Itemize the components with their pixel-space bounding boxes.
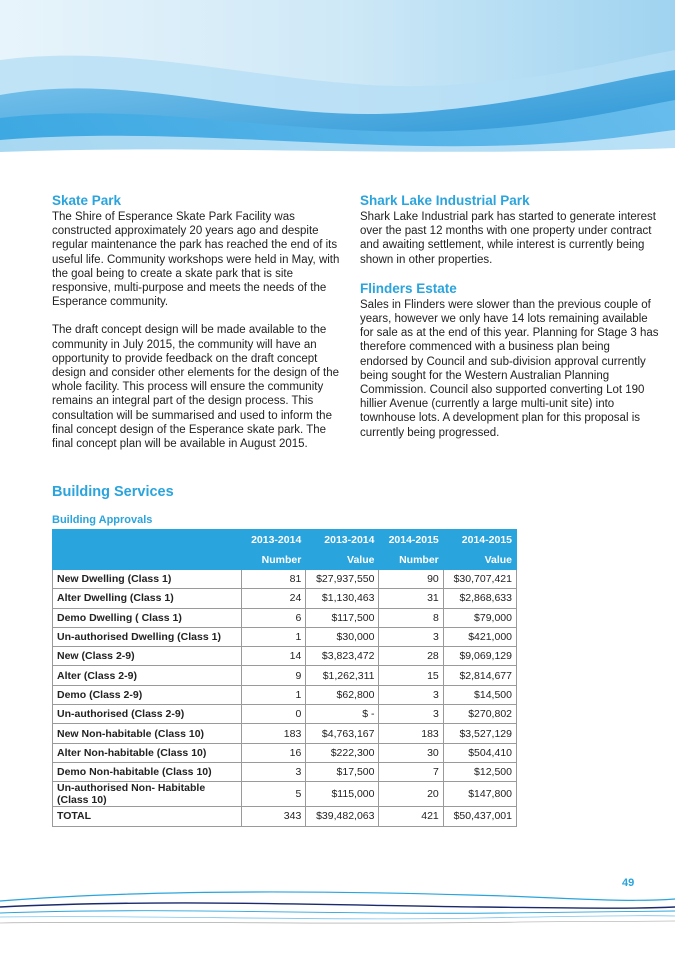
header-cell: Number (242, 550, 306, 570)
value-2014-2015-cell: $14,500 (443, 685, 516, 704)
value-2014-2015-cell: $504,410 (443, 743, 516, 762)
header-cell: Number (379, 550, 443, 570)
number-2014-2015-cell: 90 (379, 570, 443, 589)
table-row (53, 685, 517, 704)
number-2014-2015-cell: 3 (379, 685, 443, 704)
value-2014-2015-cell: $12,500 (443, 762, 516, 781)
number-2013-2014-cell: 1 (242, 627, 306, 646)
table-row (53, 647, 517, 666)
table-row (53, 743, 517, 762)
number-2014-2015-cell: 20 (379, 782, 443, 807)
flinders-heading: Flinders Estate (360, 280, 457, 296)
row-label-cell: Demo Dwelling ( Class 1) (53, 608, 242, 627)
row-label-cell: Demo Non-habitable (Class 10) (53, 762, 242, 781)
row-label-cell: Demo (Class 2-9) (53, 685, 242, 704)
header-cell: 2013-2014 (306, 530, 379, 550)
value-2014-2015-cell: $30,707,421 (443, 570, 516, 589)
number-2013-2014-cell: 24 (242, 589, 306, 608)
number-2014-2015-cell: 3 (379, 627, 443, 646)
header-cell (53, 550, 242, 570)
right-column (360, 193, 660, 440)
header-cell: 2014-2015 (379, 530, 443, 550)
building-approvals-subtitle: Building Approvals (52, 514, 153, 526)
number-2013-2014-cell: 16 (242, 743, 306, 762)
table-row (53, 705, 517, 724)
number-2014-2015-cell: 183 (379, 724, 443, 743)
table-row (53, 807, 517, 826)
value-2013-2014-cell: $222,300 (306, 743, 379, 762)
value-2013-2014-cell: $62,800 (306, 685, 379, 704)
value-2013-2014-cell: $ - (306, 705, 379, 724)
value-2013-2014-cell: $4,763,167 (306, 724, 379, 743)
number-2013-2014-cell: 9 (242, 666, 306, 685)
row-label-cell: New Non-habitable (Class 10) (53, 724, 242, 743)
table-row (53, 782, 517, 807)
number-2014-2015-cell: 7 (379, 762, 443, 781)
number-2014-2015-cell: 30 (379, 743, 443, 762)
number-2013-2014-cell: 6 (242, 608, 306, 627)
value-2013-2014-cell: $117,500 (306, 608, 379, 627)
flinders-section (360, 281, 660, 440)
value-2014-2015-cell: $147,800 (443, 782, 516, 807)
number-2014-2015-cell: 15 (379, 666, 443, 685)
number-2014-2015-cell: 3 (379, 705, 443, 724)
header-cell (53, 530, 242, 550)
value-2013-2014-cell: $115,000 (306, 782, 379, 807)
number-2013-2014-cell: 0 (242, 705, 306, 724)
value-2014-2015-cell: $270,802 (443, 705, 516, 724)
footer-wave-lines (0, 885, 675, 935)
number-2014-2015-cell: 8 (379, 608, 443, 627)
number-2014-2015-cell: 31 (379, 589, 443, 608)
skate-park-section (52, 193, 348, 451)
skate-park-paragraph-1: The Shire of Esperance Skate Park Facility was constructed approximately 20 years ago and despite regular maintenance the park has reached the end of its useful life. Community workshops were held in May, with the goal being to create a skate park that is site responsive, multi-purpose and meets the needs of the Esperance community. (52, 211, 340, 309)
row-label-cell: New Dwelling (Class 1) (53, 570, 242, 589)
value-2013-2014-cell: $39,482,063 (306, 807, 379, 826)
row-label-cell: Un-authorised (Class 2-9) (53, 705, 242, 724)
value-2014-2015-cell: $2,868,633 (443, 589, 516, 608)
number-2014-2015-cell: 28 (379, 647, 443, 666)
table-row (53, 589, 517, 608)
table-body (53, 570, 517, 827)
number-2013-2014-cell: 183 (242, 724, 306, 743)
row-label-cell: Alter Dwelling (Class 1) (53, 589, 242, 608)
number-2013-2014-cell: 81 (242, 570, 306, 589)
value-2013-2014-cell: $1,130,463 (306, 589, 379, 608)
value-2014-2015-cell: $50,437,001 (443, 807, 516, 826)
table-row (53, 666, 517, 685)
number-2013-2014-cell: 14 (242, 647, 306, 666)
value-2014-2015-cell: $79,000 (443, 608, 516, 627)
table-row (53, 627, 517, 646)
number-2013-2014-cell: 3 (242, 762, 306, 781)
skate-park-paragraph-2: The draft concept design will be made available to the community in July 2015, the community will have an opportunity to provide feedback on the draft concept design and consider other elements for the design of the whole facility. This process will ensure the community remains an integral part of the design process. This consultation will be summarised and used to inform the final concept design of the Esperance skate park. The final concept plan will be available in August 2015. (52, 324, 340, 451)
building-approvals-table (52, 529, 517, 827)
value-2013-2014-cell: $3,823,472 (306, 647, 379, 666)
row-label-cell: Un-authorised Dwelling (Class 1) (53, 627, 242, 646)
number-2013-2014-cell: 5 (242, 782, 306, 807)
table-row (53, 608, 517, 627)
value-2014-2015-cell: $421,000 (443, 627, 516, 646)
value-2014-2015-cell: $2,814,677 (443, 666, 516, 685)
skate-park-heading: Skate Park (52, 193, 122, 208)
number-2013-2014-cell: 1 (242, 685, 306, 704)
row-label-cell: New (Class 2-9) (53, 647, 242, 666)
number-2013-2014-cell: 343 (242, 807, 306, 826)
row-label-cell: TOTAL (53, 807, 242, 826)
header-cell: Value (306, 550, 379, 570)
row-label-cell: Alter (Class 2-9) (53, 666, 242, 685)
table-row (53, 570, 517, 589)
number-2014-2015-cell: 421 (379, 807, 443, 826)
building-services-title: Building Services (52, 484, 174, 500)
table-header-row-measures (53, 550, 517, 570)
value-2014-2015-cell: $9,069,129 (443, 647, 516, 666)
header-wave-banner (0, 0, 675, 160)
row-label-cell: Alter Non-habitable (Class 10) (53, 743, 242, 762)
page-number: 49 (622, 877, 635, 889)
table-row (53, 724, 517, 743)
value-2013-2014-cell: $27,937,550 (306, 570, 379, 589)
flinders-paragraph: Sales in Flinders were slower than the previous couple of years, however we only have 14 lots remaining available for sale as at the end of this year. Planning for Stage 3 has therefore commenced with a business plan being endorsed by Council and sub-division approval currently being sought for the Western Australian Planning Commission. Council also supported converting Lot 190 hillier Avenue (currently a large multi-unit site) into townhouse lots. A development plan for this proposal is currently being progressed. (360, 298, 659, 439)
value-2013-2014-cell: $30,000 (306, 627, 379, 646)
value-2014-2015-cell: $3,527,129 (443, 724, 516, 743)
shark-lake-paragraph: Shark Lake Industrial park has started to generate interest over the past 12 months with one property under contract and awaiting settlement, while interest is currently being shown in other properties. (360, 211, 656, 266)
shark-lake-heading: Shark Lake Industrial Park (360, 193, 530, 208)
header-cell: Value (443, 550, 516, 570)
header-cell: 2014-2015 (443, 530, 516, 550)
table-header-row-years (53, 530, 517, 550)
value-2013-2014-cell: $1,262,311 (306, 666, 379, 685)
table-row (53, 762, 517, 781)
header-cell: 2013-2014 (242, 530, 306, 550)
value-2013-2014-cell: $17,500 (306, 762, 379, 781)
row-label-cell: Un-authorised Non- Habitable (Class 10) (53, 782, 242, 807)
